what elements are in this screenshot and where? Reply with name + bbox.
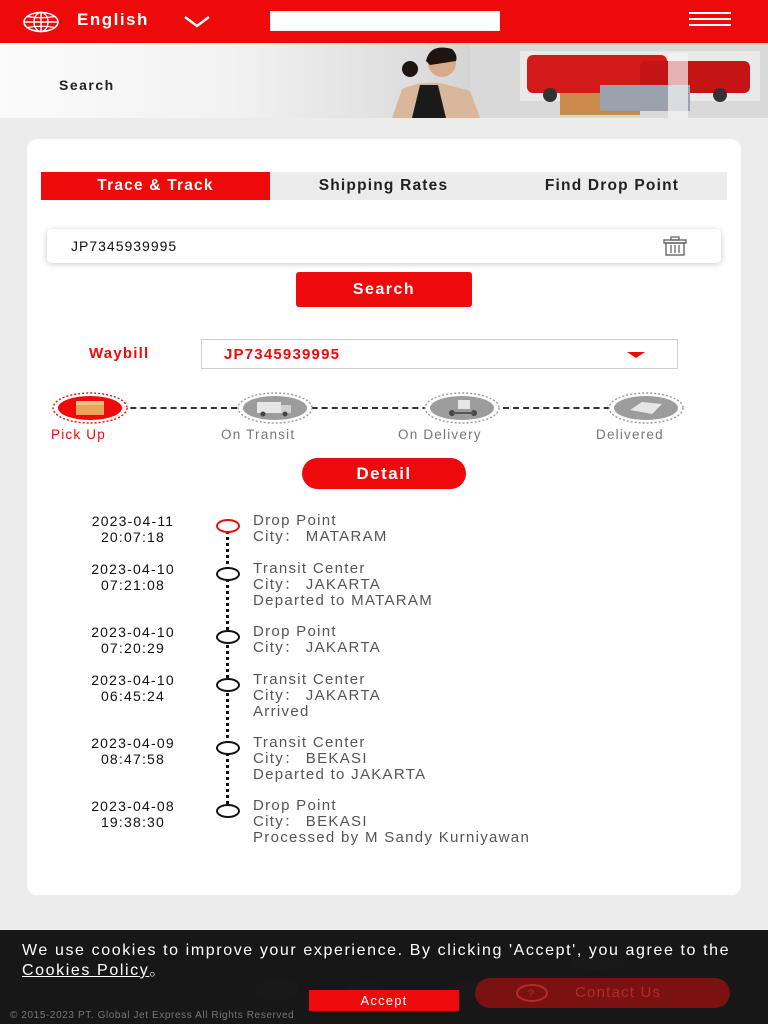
delivered-package-icon: [608, 392, 684, 424]
event-date: 2023-04-11: [91, 513, 175, 529]
event-type: Transit Center: [253, 734, 366, 751]
step-label-on-transit: On Transit: [221, 427, 296, 442]
contact-us-button[interactable]: [475, 978, 730, 1008]
waybill-label: Waybill: [89, 345, 150, 362]
event-time: 20:07:18: [100, 529, 166, 545]
event-note: Departed to JAKARTA: [253, 766, 427, 783]
event-date: 2023-04-10: [91, 561, 175, 577]
language-selector[interactable]: English: [77, 10, 149, 29]
event-date: 2023-04-10: [91, 672, 175, 688]
tab-find-drop-point[interactable]: Find Drop Point: [544, 177, 680, 194]
caret-down-icon[interactable]: [627, 352, 645, 358]
event-note: Arrived: [253, 703, 310, 720]
transit-truck-icon: [237, 392, 313, 424]
event-city: City： JAKARTA: [253, 687, 382, 704]
search-button[interactable]: Search: [296, 272, 472, 307]
hero-banner: [0, 43, 768, 118]
event-note: Processed by M Sandy Kurniyawan: [253, 829, 531, 846]
event-time: 07:20:29: [100, 640, 166, 656]
service-tabs: [41, 172, 727, 200]
cookie-text: We use cookies to improve your experience. By clicking 'Accept', you agree to the: [22, 942, 731, 959]
progress-track-line: [90, 407, 650, 409]
chevron-down-icon[interactable]: [183, 15, 211, 29]
accept-cookies-button[interactable]: Accept: [309, 990, 459, 1011]
waybill-select[interactable]: [201, 339, 678, 369]
timeline-dot: [216, 678, 240, 692]
event-city: City： MATARAM: [253, 528, 388, 545]
cookie-message: [22, 941, 752, 981]
pickup-box-icon: [52, 392, 128, 424]
waybill-search-field[interactable]: [47, 229, 721, 263]
banner-photo: [0, 43, 768, 118]
event-date: 2023-04-08: [91, 798, 175, 814]
step-on-delivery: [424, 392, 500, 424]
event-type: Drop Point: [253, 512, 337, 529]
banner-title: Search: [59, 77, 115, 93]
header-search-input[interactable]: [270, 11, 500, 31]
event-city: City： JAKARTA: [253, 576, 382, 593]
waybill-selected-value: JP7345939995: [224, 346, 341, 363]
cookie-text-end: 。: [149, 962, 167, 979]
event-time: 07:21:08: [100, 577, 166, 593]
globe-icon[interactable]: [22, 11, 60, 33]
step-pick-up: [52, 392, 128, 424]
event-date: 2023-04-10: [91, 624, 175, 640]
event-time: 06:45:24: [100, 688, 166, 704]
tab-shipping-rates[interactable]: Shipping Rates: [318, 177, 449, 194]
hamburger-menu-icon[interactable]: [689, 12, 731, 32]
cookies-policy-link[interactable]: Cookies Policy: [22, 962, 150, 979]
event-type: Drop Point: [253, 623, 337, 640]
event-city: City： JAKARTA: [253, 639, 382, 656]
event-note: Departed to MATARAM: [253, 592, 434, 609]
timeline-dot: [216, 567, 240, 581]
event-time: 19:38:30: [100, 814, 166, 830]
svg-text:?: ?: [528, 988, 536, 1000]
delivery-scooter-icon: [424, 392, 500, 424]
event-type: Transit Center: [253, 671, 366, 688]
event-city: City： BEKASI: [253, 750, 368, 767]
timeline-dot: [216, 630, 240, 644]
step-label-pick-up: Pick Up: [51, 427, 106, 442]
step-label-on-delivery: On Delivery: [398, 427, 482, 442]
event-type: Drop Point: [253, 797, 337, 814]
timeline-dot: [216, 519, 240, 533]
event-city: City： BEKASI: [253, 813, 368, 830]
detail-button[interactable]: Detail: [302, 458, 466, 489]
waybill-input-value[interactable]: JP7345939995: [71, 238, 178, 254]
trash-icon[interactable]: [661, 235, 689, 257]
contact-us-label: Contact Us: [575, 984, 662, 1001]
copyright-text: © 2015-2023 PT. Global Jet Express All Rights Reserved: [10, 1010, 295, 1021]
step-on-transit: [237, 392, 313, 424]
step-delivered: [608, 392, 684, 424]
step-label-delivered: Delivered: [596, 427, 664, 442]
chat-bubble-icon: [515, 984, 549, 1004]
tab-trace-track[interactable]: Trace & Track: [41, 172, 270, 200]
top-navigation-bar: [0, 0, 768, 43]
timeline-dot: [216, 804, 240, 818]
event-date: 2023-04-09: [91, 735, 175, 751]
event-type: Transit Center: [253, 560, 366, 577]
timeline-dot: [216, 741, 240, 755]
event-time: 08:47:58: [100, 751, 166, 767]
